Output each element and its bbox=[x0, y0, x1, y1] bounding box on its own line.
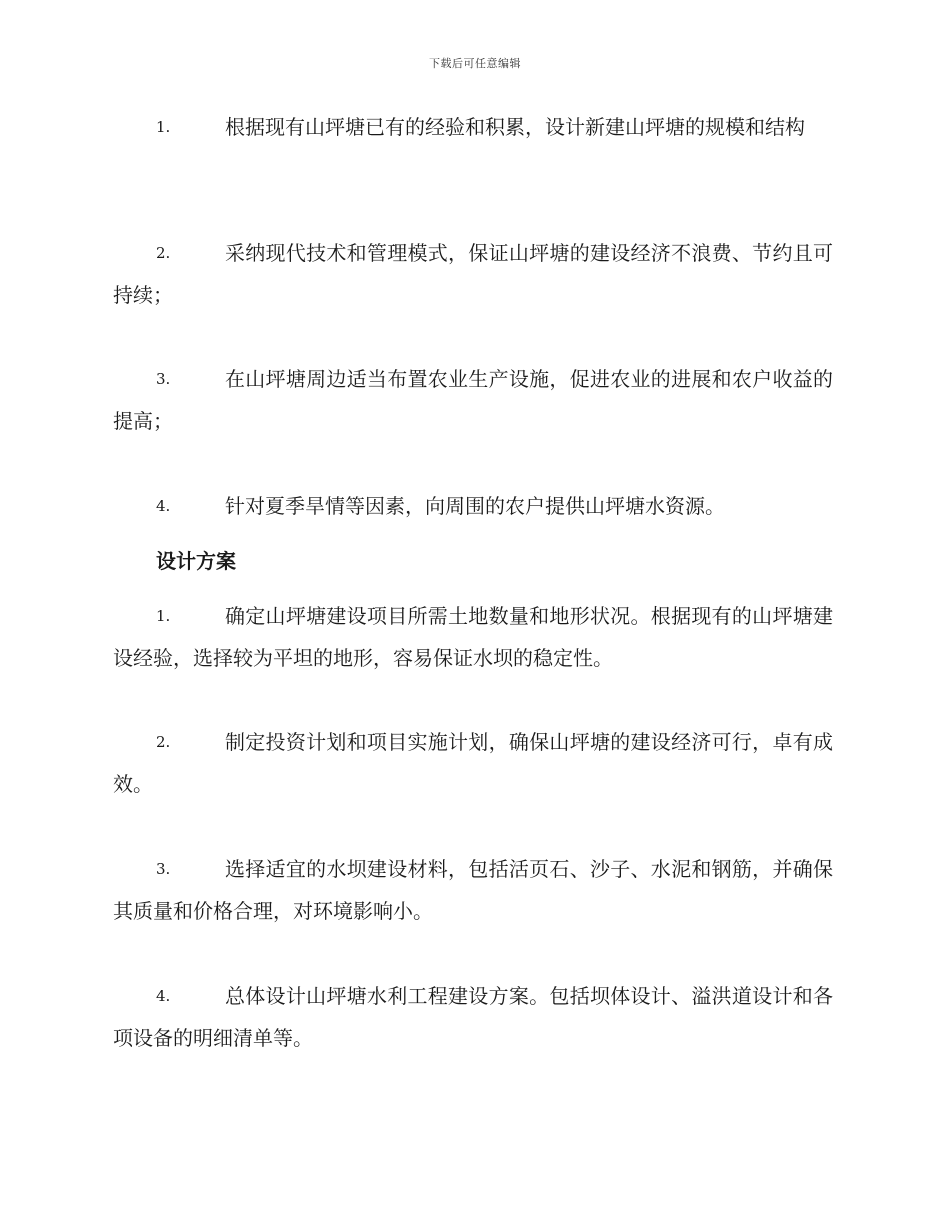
list-number: 1. bbox=[156, 118, 171, 136]
list-item-text: 确定山坪塘建设项目所需土地数量和地形状况。根据现有的山坪塘建设经验，选择较为平坦的地形，容易保证水坝的稳定性。 bbox=[113, 604, 833, 670]
list-number: 4. bbox=[156, 497, 171, 515]
list-number: 3. bbox=[156, 860, 171, 878]
list-item bbox=[113, 232, 833, 316]
section-heading: 设计方案 bbox=[156, 549, 236, 573]
list-item-text: 针对夏季旱情等因素，向周围的农户提供山坪塘水资源。 bbox=[225, 494, 725, 518]
page-header-note: 下载后可任意编辑 bbox=[429, 57, 521, 70]
list-number: 2. bbox=[156, 733, 171, 751]
list-item bbox=[113, 595, 833, 679]
list-item-text: 采纳现代技术和管理模式，保证山坪塘的建设经济不浪费、节约且可持续； bbox=[113, 241, 833, 307]
list-item-text: 总体设计山坪塘水利工程建设方案。包括坝体设计、溢洪道设计和各项设备的明细清单等。 bbox=[113, 984, 833, 1050]
list-item bbox=[113, 848, 833, 932]
list-item bbox=[113, 106, 833, 148]
list-item-text: 在山坪塘周边适当布置农业生产设施，促进农业的进展和农户收益的提高； bbox=[113, 367, 833, 433]
list-number: 1. bbox=[156, 607, 171, 625]
list-item bbox=[113, 485, 833, 527]
list-item-text: 选择适宜的水坝建设材料，包括活页石、沙子、水泥和钢筋，并确保其质量和价格合理，对环境影响小。 bbox=[113, 857, 833, 923]
list-item bbox=[113, 721, 833, 805]
list-item-text: 根据现有山坪塘已有的经验和积累，设计新建山坪塘的规模和结构 bbox=[225, 115, 805, 139]
list-item bbox=[113, 358, 833, 442]
list-number: 3. bbox=[156, 370, 171, 388]
list-number: 2. bbox=[156, 244, 171, 262]
list-item bbox=[113, 975, 833, 1059]
list-number: 4. bbox=[156, 987, 171, 1005]
list-item-text: 制定投资计划和项目实施计划，确保山坪塘的建设经济可行，卓有成效。 bbox=[113, 730, 833, 796]
